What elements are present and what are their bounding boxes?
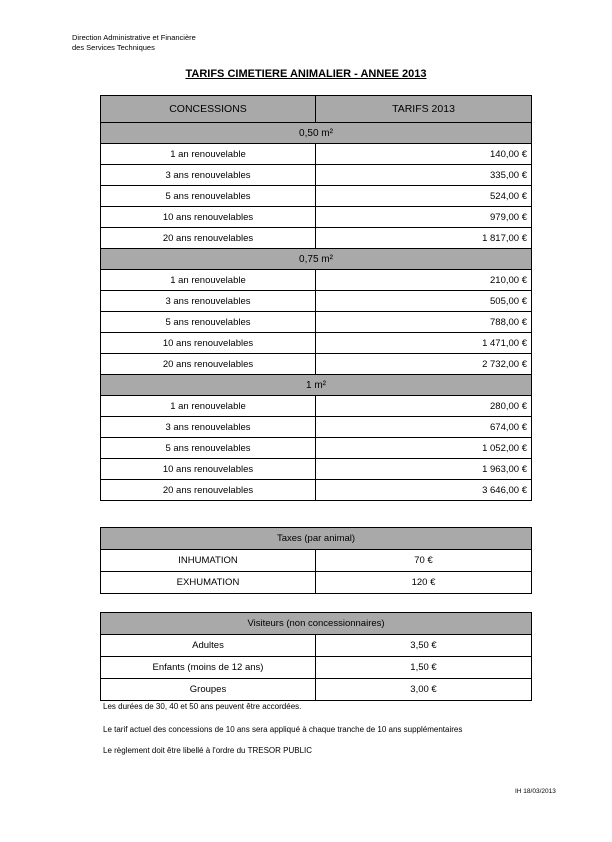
header-tarifs: TARIFS 2013: [316, 96, 532, 123]
table-row: [101, 333, 532, 354]
duration-cell: 1 an renouvelable: [101, 396, 316, 417]
visitors-title: Visiteurs (non concessionnaires): [101, 613, 532, 635]
visitor-price: 1,50 €: [316, 657, 532, 679]
price-cell: 524,00 €: [316, 186, 532, 207]
tax-price: 120 €: [316, 572, 532, 594]
duration-cell: 5 ans renouvelables: [101, 438, 316, 459]
table-row: [101, 396, 532, 417]
price-cell: 1 817,00 €: [316, 228, 532, 249]
price-cell: 1 471,00 €: [316, 333, 532, 354]
tax-label: INHUMATION: [101, 550, 316, 572]
table-row: [101, 291, 532, 312]
table-row: [101, 354, 532, 375]
duration-cell: 5 ans renouvelables: [101, 312, 316, 333]
visitor-label: Enfants (moins de 12 ans): [101, 657, 316, 679]
table-row: [101, 480, 532, 501]
duration-cell: 20 ans renouvelables: [101, 480, 316, 501]
price-cell: 674,00 €: [316, 417, 532, 438]
table-row: [101, 438, 532, 459]
duration-cell: 3 ans renouvelables: [101, 165, 316, 186]
duration-cell: 10 ans renouvelables: [101, 459, 316, 480]
visitors-header-row: [101, 613, 532, 635]
department-line-1: Direction Administrative et Financière: [72, 33, 196, 42]
note-durations: Les durées de 30, 40 et 50 ans peuvent être accordées.: [103, 702, 302, 711]
duration-cell: 1 an renouvelable: [101, 144, 316, 165]
duration-cell: 10 ans renouvelables: [101, 207, 316, 228]
duration-cell: 10 ans renouvelables: [101, 333, 316, 354]
tax-price: 70 €: [316, 550, 532, 572]
table-row: [101, 657, 532, 679]
taxes-table: [100, 527, 532, 594]
price-cell: 280,00 €: [316, 396, 532, 417]
section-row: [101, 123, 532, 144]
table-row: [101, 144, 532, 165]
table-row: [101, 459, 532, 480]
taxes-header-row: [101, 528, 532, 550]
section-label: 0,75 m²: [101, 249, 532, 270]
table-header-row: [101, 96, 532, 123]
table-row: [101, 417, 532, 438]
visitor-price: 3,50 €: [316, 635, 532, 657]
table-row: [101, 679, 532, 701]
department-header: [72, 33, 196, 53]
duration-cell: 3 ans renouvelables: [101, 417, 316, 438]
table-row: [101, 228, 532, 249]
page-title: TARIFS CIMETIERE ANIMALIER - ANNEE 2013: [185, 68, 427, 80]
section-label: 1 m²: [101, 375, 532, 396]
table-row: [101, 165, 532, 186]
visitors-table: [100, 612, 532, 701]
price-cell: 140,00 €: [316, 144, 532, 165]
visitor-label: Groupes: [101, 679, 316, 701]
header-concessions: CONCESSIONS: [101, 96, 316, 123]
price-cell: 505,00 €: [316, 291, 532, 312]
department-line-2: des Services Techniques: [72, 43, 155, 52]
section-label: 0,50 m²: [101, 123, 532, 144]
taxes-title: Taxes (par animal): [101, 528, 532, 550]
section-row: [101, 249, 532, 270]
price-cell: 1 052,00 €: [316, 438, 532, 459]
table-row: [101, 270, 532, 291]
visitor-label: Adultes: [101, 635, 316, 657]
note-tarif-10-ans: Le tarif actuel des concessions de 10 ans sera appliqué à chaque tranche de 10 ans supplémentaires: [103, 725, 463, 734]
duration-cell: 5 ans renouvelables: [101, 186, 316, 207]
price-cell: 788,00 €: [316, 312, 532, 333]
table-row: [101, 186, 532, 207]
section-row: [101, 375, 532, 396]
price-cell: 1 963,00 €: [316, 459, 532, 480]
duration-cell: 3 ans renouvelables: [101, 291, 316, 312]
table-row: [101, 207, 532, 228]
duration-cell: 1 an renouvelable: [101, 270, 316, 291]
price-cell: 2 732,00 €: [316, 354, 532, 375]
price-cell: 210,00 €: [316, 270, 532, 291]
duration-cell: 20 ans renouvelables: [101, 228, 316, 249]
note-reglement: Le règlement doit être libellé à l'ordre du TRESOR PUBLIC: [103, 746, 313, 755]
duration-cell: 20 ans renouvelables: [101, 354, 316, 375]
document-reference: IH 18/03/2013: [515, 788, 556, 795]
visitor-price: 3,00 €: [316, 679, 532, 701]
table-row: [101, 572, 532, 594]
table-row: [101, 635, 532, 657]
price-cell: 979,00 €: [316, 207, 532, 228]
price-cell: 335,00 €: [316, 165, 532, 186]
price-cell: 3 646,00 €: [316, 480, 532, 501]
table-row: [101, 550, 532, 572]
concessions-table: [100, 95, 532, 501]
table-row: [101, 312, 532, 333]
tax-label: EXHUMATION: [101, 572, 316, 594]
